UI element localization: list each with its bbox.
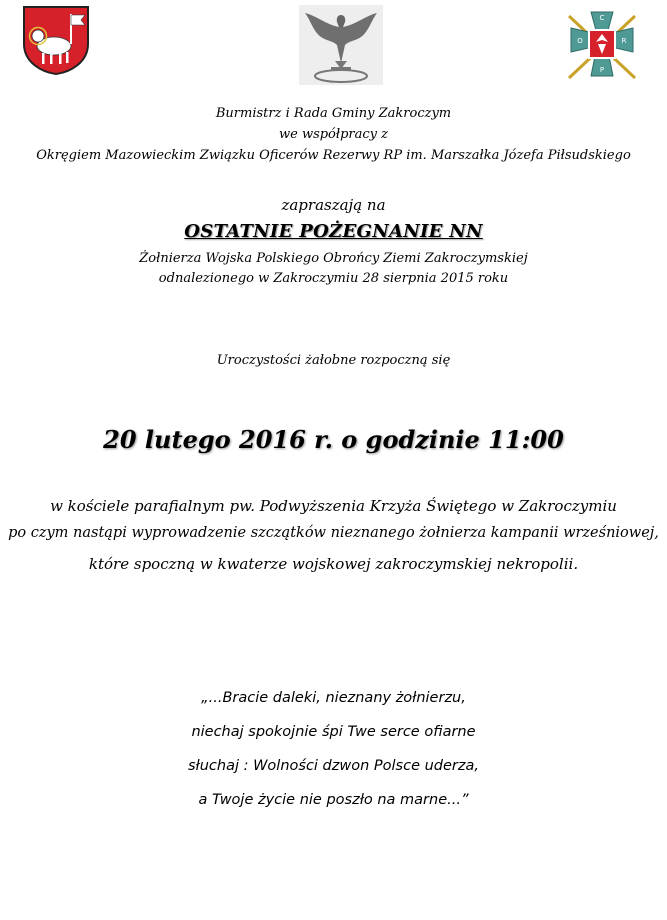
officers-cross-eagle-icon	[561, 8, 643, 84]
ceremony-line-3: które spoczną w kwaterze wojskowej zakroczymskiej nekropolii.	[88, 555, 579, 573]
ceremony-line-2: po czym nastąpi wyprowadzenie szczątków nieznanego żołnierza kampanii wrześniowej,	[8, 525, 659, 541]
ceremony-intro: Uroczystości żałobne rozpoczną się	[216, 353, 451, 368]
poem-line-1: „...Bracie daleki, nieznany żołnierzu,	[201, 690, 466, 706]
ceremony-line-1: w kościele parafialnym pw. Podwyższenia Krzyża Świętego w Zakroczymiu	[50, 497, 617, 515]
svg-text:R: R	[621, 37, 627, 45]
svg-text:O: O	[577, 37, 583, 45]
poem-line-3: słuchaj : Wolności dzwon Polsce uderza,	[188, 758, 479, 774]
invite-line-3: odnalezionego w Zakroczymiu 28 sierpnia 2015 roku	[158, 271, 509, 286]
eagle-emblem-icon	[299, 5, 383, 85]
invite-line-1: zapraszają na	[281, 196, 386, 214]
svg-text:P: P	[599, 66, 605, 74]
header-line-2: we współpracy z	[278, 127, 388, 142]
header-line-3: Okręgiem Mazowieckim Związku Oficerów Rezerwy RP im. Marszałka Józefa Piłsudskiego	[36, 148, 631, 163]
invite-line-2: Żołnierza Wojska Polskiego Obrońcy Ziemi Zakroczymskiej	[139, 251, 528, 266]
ceremony-datetime: 20 lutego 2016 r. o godzinie 11:00	[103, 425, 564, 454]
poem-line-4: a Twoje życie nie poszło na marne...”	[198, 792, 469, 808]
coat-of-arms-lamb-icon	[21, 4, 91, 76]
svg-text:C: C	[599, 14, 605, 22]
invite-title: OSTATNIE POŻEGNANIE NN	[184, 221, 483, 242]
header-line-1: Burmistrz i Rada Gminy Zakroczym	[215, 106, 452, 121]
poem-line-2: niechaj spokojnie śpi Twe serce ofiarne	[191, 724, 476, 740]
